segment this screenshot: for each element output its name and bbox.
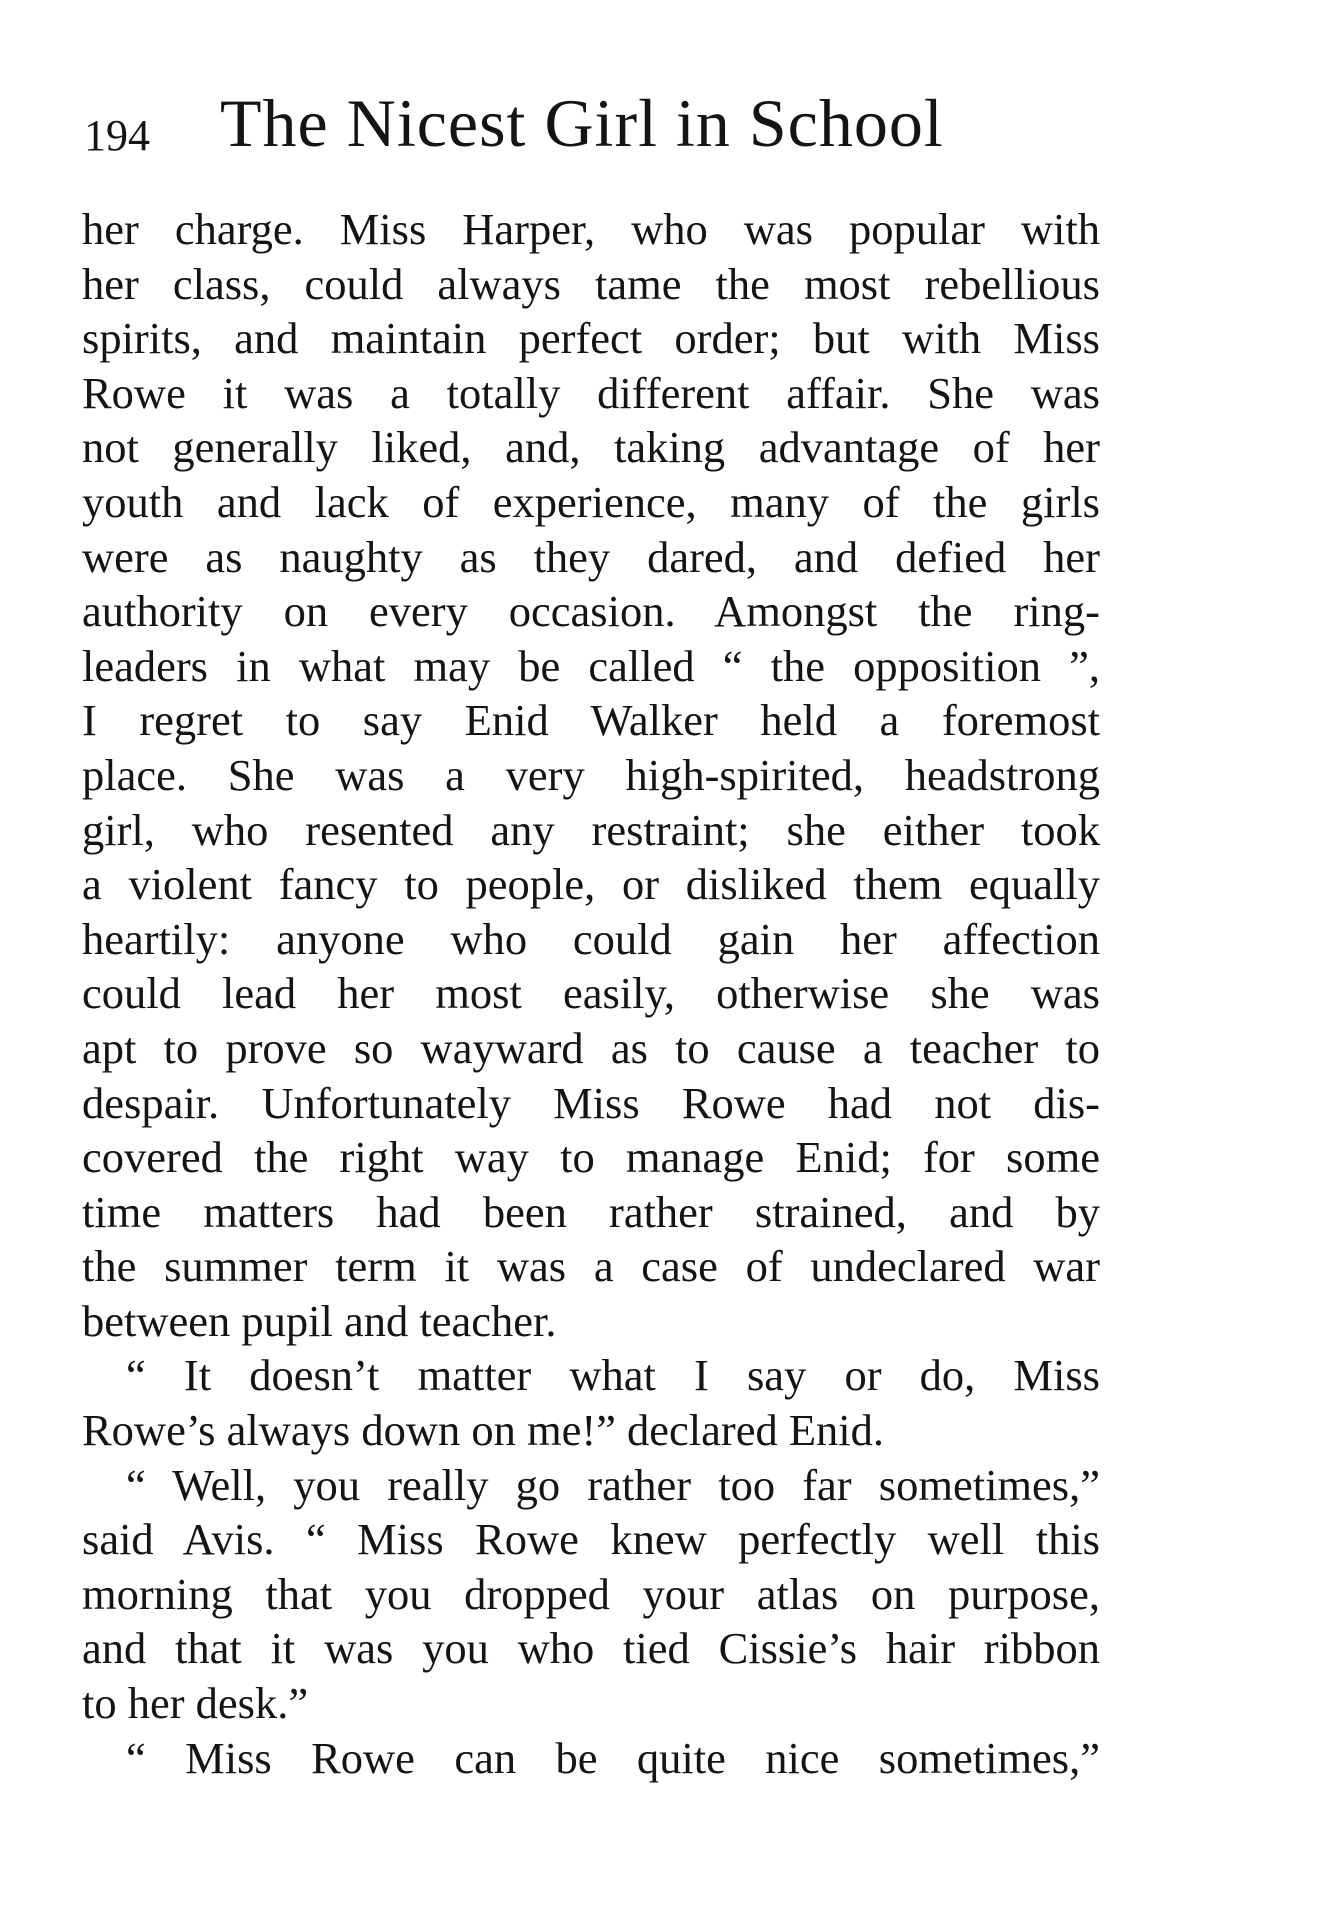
text-line: girl, who resented any restraint; she either took <box>82 804 1100 855</box>
text-line: not generally liked, and, taking advantage of her <box>82 422 1100 473</box>
text-line: could lead her most easily, otherwise she was <box>82 968 1100 1019</box>
text-line: Rowe’s always down on me!” declared Enid. <box>82 1405 884 1456</box>
text-line: apt to prove so wayward as to cause a teacher to <box>82 1022 1100 1073</box>
text-line: said Avis. “ Miss Rowe knew perfectly well this <box>82 1514 1100 1565</box>
text-line: morning that you dropped your atlas on purpose, <box>82 1568 1100 1619</box>
text-line: heartily: anyone who could gain her affection <box>82 913 1100 964</box>
text-line: Rowe it was a totally different affair. She was <box>82 367 1100 418</box>
text-line: “ It doesn’t matter what I say or do, Miss <box>126 1350 1100 1401</box>
body-text <box>82 202 1100 1785</box>
text-line: were as naughty as they dared, and defied her <box>82 531 1100 582</box>
text-line: between pupil and teacher. <box>82 1295 557 1346</box>
text-line: time matters had been rather strained, and by <box>82 1186 1100 1237</box>
text-line: her charge. Miss Harper, who was popular with <box>82 204 1100 254</box>
text-line: despair. Unfortunately Miss Rowe had not dis- <box>82 1077 1100 1128</box>
text-line: authority on every occasion. Amongst the ring- <box>82 586 1100 637</box>
text-line: youth and lack of experience, many of the girls <box>82 476 1100 527</box>
text-line: covered the right way to manage Enid; for some <box>82 1132 1100 1183</box>
text-line: the summer term it was a case of undeclared war <box>82 1241 1100 1292</box>
text-line: and that it was you who tied Cissie’s hair ribbon <box>82 1623 1100 1674</box>
text-line: leaders in what may be called “ the opposition ”, <box>82 640 1100 691</box>
text-line: place. She was a very high-spirited, headstrong <box>82 749 1100 800</box>
running-title: The Nicest Girl in School <box>220 85 944 161</box>
text-line: a violent fancy to people, or disliked them equally <box>82 859 1100 910</box>
text-line: I regret to say Enid Walker held a foremost <box>82 695 1100 746</box>
text-line: “ Miss Rowe can be quite nice sometimes,” <box>126 1732 1100 1783</box>
page-number: 194 <box>84 111 150 160</box>
text-line: her class, could always tame the most rebellious <box>82 258 1100 309</box>
text-line: “ Well, you really go rather too far sometimes,” <box>126 1459 1100 1510</box>
page-header <box>84 85 1094 168</box>
text-line: to her desk.” <box>82 1678 309 1729</box>
text-line: spirits, and maintain perfect order; but with Miss <box>82 313 1100 364</box>
